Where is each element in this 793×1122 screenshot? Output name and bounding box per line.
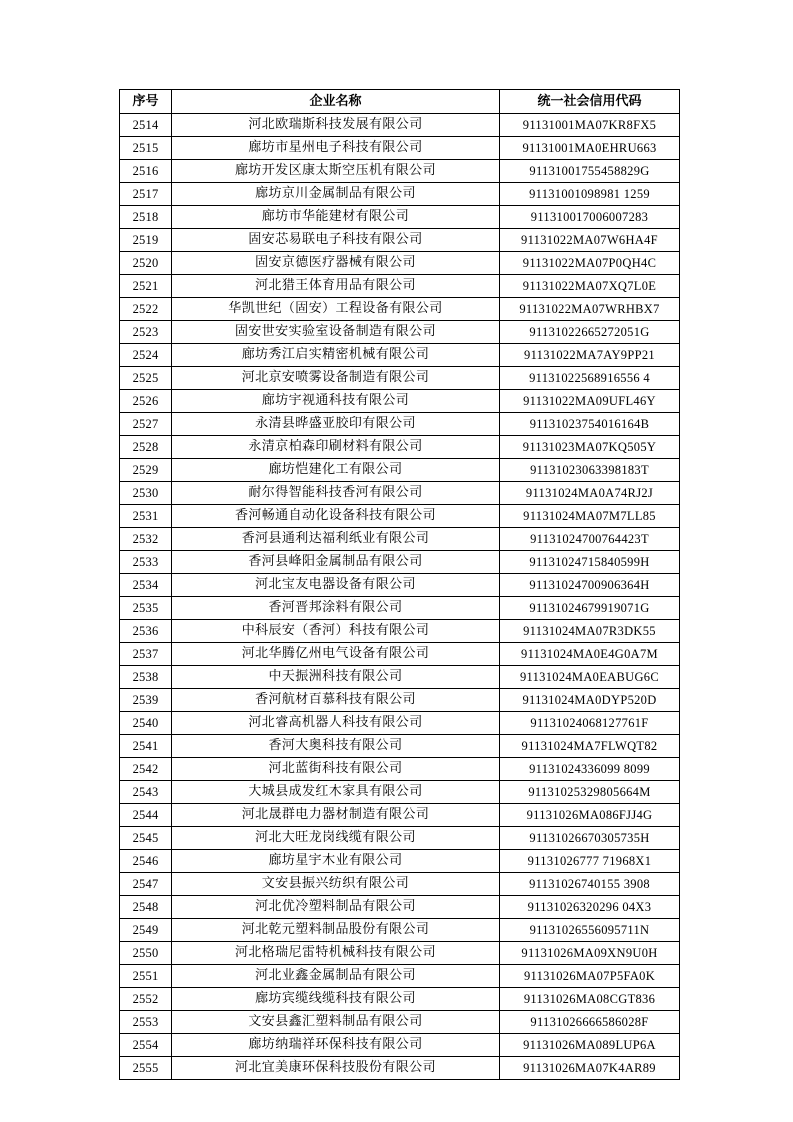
cell-enterprise-name: 固安芯易联电子科技有限公司 xyxy=(172,229,500,252)
cell-credit-code: 91131026MA09XN9U0H xyxy=(500,942,680,965)
cell-enterprise-name: 耐尔得智能科技香河有限公司 xyxy=(172,482,500,505)
table-row xyxy=(120,827,680,850)
table-row xyxy=(120,229,680,252)
cell-sequence: 2550 xyxy=(120,942,172,965)
cell-sequence: 2520 xyxy=(120,252,172,275)
cell-sequence: 2524 xyxy=(120,344,172,367)
table-row xyxy=(120,528,680,551)
cell-credit-code: 91131022665272051G xyxy=(500,321,680,344)
table-row xyxy=(120,689,680,712)
cell-sequence: 2549 xyxy=(120,919,172,942)
cell-sequence: 2533 xyxy=(120,551,172,574)
cell-enterprise-name: 文安县振兴纺织有限公司 xyxy=(172,873,500,896)
table-row xyxy=(120,436,680,459)
cell-credit-code: 91131024MA0E4G0A7M xyxy=(500,643,680,666)
table-row xyxy=(120,390,680,413)
cell-enterprise-name: 香河畅通自动化设备科技有限公司 xyxy=(172,505,500,528)
cell-enterprise-name: 大城县成发红木家具有限公司 xyxy=(172,781,500,804)
cell-credit-code: 91131001MA0EHRU663 xyxy=(500,137,680,160)
table-body xyxy=(120,114,680,1080)
cell-sequence: 2544 xyxy=(120,804,172,827)
cell-enterprise-name: 河北宝友电器设备有限公司 xyxy=(172,574,500,597)
cell-enterprise-name: 香河航材百慕科技有限公司 xyxy=(172,689,500,712)
cell-credit-code: 91131024679919071G xyxy=(500,597,680,620)
cell-sequence: 2523 xyxy=(120,321,172,344)
cell-credit-code: 91131026MA08CGT836 xyxy=(500,988,680,1011)
cell-credit-code: 91131026MA086FJJ4G xyxy=(500,804,680,827)
cell-sequence: 2516 xyxy=(120,160,172,183)
table-row xyxy=(120,206,680,229)
table-row xyxy=(120,896,680,919)
cell-enterprise-name: 廊坊市星州电子科技有限公司 xyxy=(172,137,500,160)
table-row xyxy=(120,160,680,183)
cell-enterprise-name: 廊坊开发区康太斯空压机有限公司 xyxy=(172,160,500,183)
cell-credit-code: 91131024068127761F xyxy=(500,712,680,735)
cell-enterprise-name: 河北蓝街科技有限公司 xyxy=(172,758,500,781)
table-row xyxy=(120,321,680,344)
cell-sequence: 2530 xyxy=(120,482,172,505)
cell-sequence: 2540 xyxy=(120,712,172,735)
cell-enterprise-name: 河北乾元塑料制品股份有限公司 xyxy=(172,919,500,942)
cell-enterprise-name: 河北优冷塑料制品有限公司 xyxy=(172,896,500,919)
cell-enterprise-name: 中科辰安（香河）科技有限公司 xyxy=(172,620,500,643)
column-header-sequence: 序号 xyxy=(120,90,172,114)
cell-sequence: 2515 xyxy=(120,137,172,160)
column-header-enterprise-name: 企业名称 xyxy=(172,90,500,114)
table-row xyxy=(120,988,680,1011)
cell-enterprise-name: 文安县鑫汇塑料制品有限公司 xyxy=(172,1011,500,1034)
table-header-row xyxy=(120,90,680,114)
cell-credit-code: 91131024336099 8099 xyxy=(500,758,680,781)
cell-enterprise-name: 香河晋邦涂料有限公司 xyxy=(172,597,500,620)
cell-credit-code: 91131023063398183T xyxy=(500,459,680,482)
cell-sequence: 2529 xyxy=(120,459,172,482)
cell-sequence: 2534 xyxy=(120,574,172,597)
table-row xyxy=(120,344,680,367)
cell-sequence: 2539 xyxy=(120,689,172,712)
table-row xyxy=(120,804,680,827)
cell-sequence: 2528 xyxy=(120,436,172,459)
cell-credit-code: 91131026MA07K4AR89 xyxy=(500,1057,680,1080)
cell-credit-code: 91131026666586028F xyxy=(500,1011,680,1034)
cell-sequence: 2543 xyxy=(120,781,172,804)
cell-enterprise-name: 河北华腾亿州电气设备有限公司 xyxy=(172,643,500,666)
cell-sequence: 2551 xyxy=(120,965,172,988)
cell-enterprise-name: 河北格瑞尼雷特机械科技有限公司 xyxy=(172,942,500,965)
cell-sequence: 2536 xyxy=(120,620,172,643)
table-row xyxy=(120,551,680,574)
cell-credit-code: 91131024MA0DYP520D xyxy=(500,689,680,712)
cell-sequence: 2546 xyxy=(120,850,172,873)
cell-credit-code: 91131024MA0A74RJ2J xyxy=(500,482,680,505)
cell-sequence: 2535 xyxy=(120,597,172,620)
cell-sequence: 2518 xyxy=(120,206,172,229)
table-row xyxy=(120,252,680,275)
cell-credit-code: 91131022MA7AY9PP21 xyxy=(500,344,680,367)
cell-sequence: 2554 xyxy=(120,1034,172,1057)
table-row xyxy=(120,413,680,436)
cell-enterprise-name: 香河县通利达福利纸业有限公司 xyxy=(172,528,500,551)
table-row xyxy=(120,183,680,206)
cell-enterprise-name: 河北欧瑞斯科技发展有限公司 xyxy=(172,114,500,137)
table-row xyxy=(120,942,680,965)
cell-sequence: 2547 xyxy=(120,873,172,896)
table-row xyxy=(120,505,680,528)
cell-sequence: 2553 xyxy=(120,1011,172,1034)
cell-credit-code: 91131026320296 04X3 xyxy=(500,896,680,919)
cell-credit-code: 91131023MA07KQ505Y xyxy=(500,436,680,459)
cell-credit-code: 91131024MA7FLWQT82 xyxy=(500,735,680,758)
cell-credit-code: 91131001098981 1259 xyxy=(500,183,680,206)
cell-enterprise-name: 永清京柏森印刷材料有限公司 xyxy=(172,436,500,459)
cell-enterprise-name: 中天振洲科技有限公司 xyxy=(172,666,500,689)
cell-enterprise-name: 廊坊市华能建材有限公司 xyxy=(172,206,500,229)
cell-credit-code: 91131026MA089LUP6A xyxy=(500,1034,680,1057)
cell-enterprise-name: 永清县晔盛亚胶印有限公司 xyxy=(172,413,500,436)
cell-enterprise-name: 香河大奥科技有限公司 xyxy=(172,735,500,758)
cell-enterprise-name: 华凯世纪（固安）工程设备有限公司 xyxy=(172,298,500,321)
cell-credit-code: 91131001755458829G xyxy=(500,160,680,183)
cell-credit-code: 91131026670305735H xyxy=(500,827,680,850)
cell-enterprise-name: 廊坊星宇木业有限公司 xyxy=(172,850,500,873)
cell-credit-code: 91131023754016164B xyxy=(500,413,680,436)
cell-enterprise-name: 河北京安喷雾设备制造有限公司 xyxy=(172,367,500,390)
table-row xyxy=(120,873,680,896)
cell-sequence: 2532 xyxy=(120,528,172,551)
cell-credit-code: 91131026777 71968X1 xyxy=(500,850,680,873)
table-row xyxy=(120,367,680,390)
cell-sequence: 2517 xyxy=(120,183,172,206)
table-row xyxy=(120,965,680,988)
cell-sequence: 2525 xyxy=(120,367,172,390)
cell-enterprise-name: 河北猎王体育用品有限公司 xyxy=(172,275,500,298)
column-header-credit-code: 统一社会信用代码 xyxy=(500,90,680,114)
cell-enterprise-name: 河北宜美康环保科技股份有限公司 xyxy=(172,1057,500,1080)
cell-credit-code: 91131001MA07KR8FX5 xyxy=(500,114,680,137)
table-row xyxy=(120,298,680,321)
cell-credit-code: 91131024715840599H xyxy=(500,551,680,574)
cell-sequence: 2545 xyxy=(120,827,172,850)
cell-credit-code: 91131022MA07P0QH4C xyxy=(500,252,680,275)
table-row xyxy=(120,735,680,758)
cell-credit-code: 91131022568916556 4 xyxy=(500,367,680,390)
table-row xyxy=(120,482,680,505)
cell-sequence: 2548 xyxy=(120,896,172,919)
cell-enterprise-name: 廊坊纳瑞祥环保科技有限公司 xyxy=(172,1034,500,1057)
cell-enterprise-name: 河北睿高机器人科技有限公司 xyxy=(172,712,500,735)
cell-credit-code: 91131024MA07R3DK55 xyxy=(500,620,680,643)
cell-sequence: 2542 xyxy=(120,758,172,781)
table-row xyxy=(120,620,680,643)
table-row xyxy=(120,919,680,942)
cell-sequence: 2514 xyxy=(120,114,172,137)
cell-credit-code: 91131022MA07XQ7L0E xyxy=(500,275,680,298)
table-header xyxy=(120,90,680,114)
table-row xyxy=(120,459,680,482)
enterprise-listing-table xyxy=(119,89,680,1080)
cell-sequence: 2526 xyxy=(120,390,172,413)
table-row xyxy=(120,712,680,735)
cell-credit-code: 91131024MA0EABUG6C xyxy=(500,666,680,689)
cell-credit-code: 91131026MA07P5FA0K xyxy=(500,965,680,988)
table-row xyxy=(120,1011,680,1034)
cell-credit-code: 91131022MA07WRHBX7 xyxy=(500,298,680,321)
cell-credit-code: 91131026740155 3908 xyxy=(500,873,680,896)
cell-enterprise-name: 廊坊京川金属制品有限公司 xyxy=(172,183,500,206)
table-row xyxy=(120,597,680,620)
cell-enterprise-name: 河北晟群电力器材制造有限公司 xyxy=(172,804,500,827)
cell-credit-code: 91131022MA09UFL46Y xyxy=(500,390,680,413)
cell-enterprise-name: 河北大旺龙岗线缆有限公司 xyxy=(172,827,500,850)
cell-credit-code: 91131025329805664M xyxy=(500,781,680,804)
table-row xyxy=(120,275,680,298)
table-row xyxy=(120,758,680,781)
table-row xyxy=(120,1034,680,1057)
cell-credit-code: 91131022MA07W6HA4F xyxy=(500,229,680,252)
cell-sequence: 2538 xyxy=(120,666,172,689)
table-row xyxy=(120,666,680,689)
table-row xyxy=(120,114,680,137)
cell-sequence: 2531 xyxy=(120,505,172,528)
cell-sequence: 2555 xyxy=(120,1057,172,1080)
cell-enterprise-name: 廊坊恺建化工有限公司 xyxy=(172,459,500,482)
table-row xyxy=(120,574,680,597)
cell-credit-code: 91131024700906364H xyxy=(500,574,680,597)
cell-sequence: 2521 xyxy=(120,275,172,298)
cell-credit-code: 91131024700764423T xyxy=(500,528,680,551)
cell-sequence: 2527 xyxy=(120,413,172,436)
cell-sequence: 2522 xyxy=(120,298,172,321)
cell-sequence: 2552 xyxy=(120,988,172,1011)
cell-enterprise-name: 河北业鑫金属制品有限公司 xyxy=(172,965,500,988)
table-row xyxy=(120,643,680,666)
cell-enterprise-name: 廊坊秀江启实精密机械有限公司 xyxy=(172,344,500,367)
table-row xyxy=(120,850,680,873)
cell-enterprise-name: 廊坊宾缆线缆科技有限公司 xyxy=(172,988,500,1011)
cell-sequence: 2541 xyxy=(120,735,172,758)
cell-enterprise-name: 固安京德医疗器械有限公司 xyxy=(172,252,500,275)
enterprise-listing-table-wrapper xyxy=(119,89,679,1080)
cell-credit-code: 911310017006007283 xyxy=(500,206,680,229)
cell-enterprise-name: 香河县峰阳金属制品有限公司 xyxy=(172,551,500,574)
table-row xyxy=(120,137,680,160)
cell-enterprise-name: 廊坊宇视通科技有限公司 xyxy=(172,390,500,413)
cell-credit-code: 91131024MA07M7LL85 xyxy=(500,505,680,528)
cell-enterprise-name: 固安世安实验室设备制造有限公司 xyxy=(172,321,500,344)
table-row xyxy=(120,781,680,804)
cell-sequence: 2519 xyxy=(120,229,172,252)
cell-sequence: 2537 xyxy=(120,643,172,666)
cell-credit-code: 91131026556095711N xyxy=(500,919,680,942)
table-row xyxy=(120,1057,680,1080)
